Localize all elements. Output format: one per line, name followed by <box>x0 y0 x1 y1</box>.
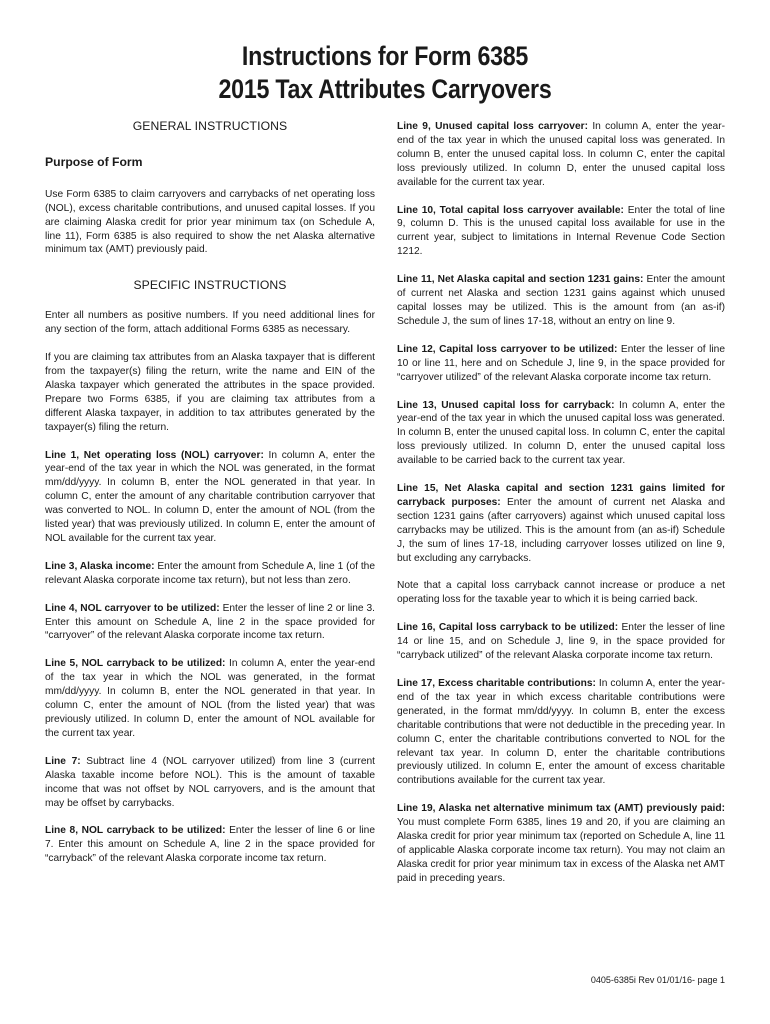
line-9-label: Line 9, Unused capital loss carryover: <box>397 121 588 132</box>
line-8-paragraph <box>45 824 375 866</box>
line-1-label: Line 1, Net operating loss (NOL) carryover: <box>45 449 264 461</box>
line-17-text: In column A, enter the year-end of the tax year in which excess charitable contributions were generated, in the format mm/dd/yyyy. In column B, enter the excess charitable contributions that were not deductible in the preceding year. In column C, enter the charitable contributions converted to NOL for the relevant tax year. In column D, enter the charitable contributions previously utilized. In column E, enter the amount of excess charitable contributions available for the current tax year. <box>397 678 725 787</box>
purpose-heading: Purpose of Form <box>45 154 143 169</box>
intro-paragraph-1: Enter all numbers as positive numbers. If you need additional lines for any section of the form, attach additional Forms 6385 as necessary. <box>45 310 375 336</box>
line-7-text: Subtract line 4 (NOL carryover utilized) from line 3 (current Alaska taxable income before NOL). This is the amount of taxable income that was not offset by NOL carryovers, and is the amount that may be offset by carrybacks. <box>45 755 375 809</box>
specific-instructions-heading: SPECIFIC INSTRUCTIONS <box>133 278 287 293</box>
line-19-text: You must complete Form 6385, lines 19 and 20, if you are claiming an Alaska credit for prior year minimum tax (reported on Schedule A, line 11 of applicable Alaska corporate income tax return). You may not claim an Alaska credit for prior year minimum tax in excess of the Alaska net AMT paid in preceding years. <box>397 817 725 884</box>
line-3-label: Line 3, Alaska income: <box>45 560 155 572</box>
line-4-paragraph <box>45 602 375 644</box>
line-5-text: In column A, enter the year-end of the tax year in which the NOL was generated, in the format mm/dd/yyyy. In column B, enter the NOL generated in that year. In column C, enter the amount of NOL (from the listed year) that was previously utilized. In column D, enter the amount of NOL available for the current tax year. <box>45 658 375 739</box>
line-5-label: Line 5, NOL carryback to be utilized: <box>45 658 226 670</box>
line-5-paragraph <box>45 657 375 740</box>
line-8-text: Enter the lesser of line 6 or line 7. Enter this amount on Schedule A, line 2 in the space provided for “carryback” of the relevant Alaska corporate income tax return. <box>45 825 375 865</box>
line-11-label: Line 11, Net Alaska capital and section 1231 gains: <box>397 274 644 286</box>
line-13-label: Line 13, Unused capital loss for carryback: <box>397 399 615 411</box>
line-3-paragraph <box>45 560 375 588</box>
line-16-paragraph <box>397 621 725 663</box>
line-12-label: Line 12, Capital loss carryover to be utilized: <box>397 343 618 355</box>
line-15-label: Line 15, Net Alaska capital and section 1231 gains limited for carryback purposes: <box>397 483 725 508</box>
line-15-text: Enter the amount of current net Alaska and section 1231 gains (after carryovers) against which unused capital loss carrybacks may be utilized. This is the amount from (an as-if) Schedule J, the sum of lines 17-18, including carryover losses utilized on line 9, but excluding any carrybacks. <box>397 496 725 564</box>
line-4-text: Enter the lesser of line 2 or line 3. Enter this amount on Schedule A, line 2 in the space provided for “carryover” of the relevant Alaska corporate income tax return. <box>45 602 375 642</box>
left-column <box>45 120 375 866</box>
title-line-2: 2015 Tax Attributes Carryovers <box>218 74 552 104</box>
line-17-label: Line 17, Excess charitable contributions: <box>397 678 596 689</box>
line-13-paragraph <box>397 399 725 469</box>
line-9-text: In column A, enter the year-end of the tax year in which the unused capital loss was generated. In column B, enter the unused capital loss. In column C, enter the capital loss previously utilized. In column D, enter the unused capital loss available for the current tax year. <box>397 121 725 188</box>
purpose-paragraph: Use Form 6385 to claim carryovers and carrybacks of net operating loss (NOL), excess charitable contributions, and unused capital losses. If you are claiming Alaska credit for prior year minimum tax (on Schedule A, line 11), Form 6385 is also required to show the net Alaska alternative minimum tax (AMT) previously paid. <box>45 188 375 256</box>
line-17-paragraph <box>397 677 725 788</box>
line-16-text: Enter the lesser of line 14 or line 15, and on Schedule J, line 9, in the space provided for “carryback utilized” of the relevant Alaska corporate income tax return. <box>397 622 725 662</box>
line-11-paragraph <box>397 273 725 329</box>
line-11-text: Enter the amount of current net Alaska and section 1231 gains against which unused capital losses may be utilized. This is the amount from (an as-if) Schedule J, the sum of lines 17-18, without an entry on line 9. <box>397 274 725 327</box>
line-19-label: Line 19, Alaska net alternative minimum tax (AMT) previously paid: <box>397 803 725 815</box>
line-1-paragraph <box>45 449 375 546</box>
line-8-label: Line 8, NOL carryback to be utilized: <box>45 825 226 837</box>
capital-loss-note: Note that a capital loss carryback cannot increase or produce a net operating loss for the taxable year to which it is being carried back. <box>397 580 725 606</box>
line-15-paragraph <box>397 482 725 565</box>
line-12-paragraph <box>397 343 725 385</box>
line-1-text: In column A, enter the year-end of the tax year in which the NOL was generated, in the format mm/dd/yyyy. In column B, enter the NOL generated in that year. In column C, enter the amount of any charitable contribution carryover that was converted to NOL. In column D, enter the amount of NOL (from the listed year) that was previously utilized. In column E, enter the amount of NOL available for the current tax year. <box>45 449 376 544</box>
page-footer: 0405-6385i Rev 01/01/16- page 1 <box>590 975 725 985</box>
general-instructions-heading: GENERAL INSTRUCTIONS <box>132 119 288 133</box>
line-13-text: In column A, enter the year-end of the tax year in which the unused capital loss was generated. In column B, enter the unused capital loss. In column C, enter the capital loss previously utilized. In column D, enter the unused capital loss available to be carried back to the current tax year. <box>397 399 725 467</box>
line-19-paragraph <box>397 802 725 885</box>
line-3-text: Enter the amount from Schedule A, line 1 (of the relevant Alaska corporate income tax return), but not less than zero. <box>45 560 375 586</box>
line-10-label: Line 10, Total capital loss carryover available: <box>397 204 624 216</box>
title-line-1: Instructions for Form 6385 <box>241 41 529 71</box>
line-10-text: Enter the total of line 9, column D. This is the unused capital loss available for use in the current year, subject to limitations in Internal Revenue Code Section 1212. <box>397 204 725 258</box>
line-12-text: Enter the lesser of line 10 or line 11, here and on Schedule J, line 9, in the space provided for “carryover utilized” of the relevant Alaska corporate income tax return. <box>397 343 725 383</box>
line-4-label: Line 4, NOL carryover to be utilized: <box>45 602 220 614</box>
line-10-paragraph <box>397 204 725 260</box>
line-9-paragraph <box>397 120 725 190</box>
line-7-label: Line 7: <box>45 755 81 767</box>
document-title <box>54 40 716 106</box>
right-column <box>397 120 725 886</box>
intro-paragraph-2: If you are claiming tax attributes from an Alaska taxpayer that is different from the taxpayer(s) filing the return, write the name and EIN of the Alaska taxpayer which generated the attributes in the space provided. Prepare two Forms 6385, if you are claiming tax attributes from a different Alaska taxpayer, in addition to tax attributes generated by the taxpayer(s) filing the return. <box>45 352 375 433</box>
line-7-paragraph <box>45 755 375 811</box>
line-16-label: Line 16, Capital loss carryback to be utilized: <box>397 622 619 634</box>
